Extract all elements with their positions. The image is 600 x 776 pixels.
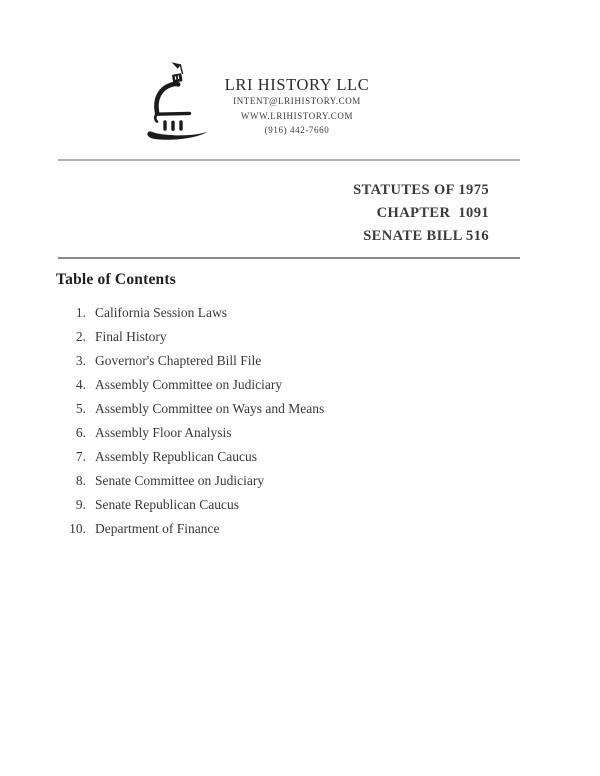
toc-item-label: Governor's Chaptered Bill File [95, 353, 262, 368]
company-phone: (916) 442-7660 [264, 125, 330, 135]
toc-item-number: 3. [75, 353, 86, 368]
company-email: INTENT@LRIHISTORY.COM [233, 96, 361, 106]
bill-reference [353, 179, 489, 248]
toc-item [56, 493, 324, 517]
company-name: LRI HISTORY LLC [224, 75, 370, 94]
toc-item-number: 6. [75, 425, 86, 440]
toc-item [56, 445, 324, 469]
toc-list [56, 301, 324, 541]
divider-bottom [58, 257, 520, 259]
toc-item [56, 301, 324, 325]
senate-bill-line: SENATE BILL 516 [363, 228, 489, 244]
toc-item-number: 9. [75, 497, 86, 512]
toc-item-label: Senate Committee on Judiciary [95, 473, 265, 488]
toc-item [56, 469, 324, 493]
toc-item [56, 517, 324, 541]
chapter-line: CHAPTER 1091 [376, 205, 489, 221]
toc-item-label: California Session Laws [95, 305, 227, 320]
toc-item [56, 349, 324, 373]
toc-item-number: 10. [69, 521, 86, 536]
toc-item-label: Assembly Committee on Judiciary [95, 377, 283, 392]
toc-item-label: Assembly Committee on Ways and Means [95, 401, 325, 416]
toc-item-number: 7. [75, 449, 86, 464]
toc-item-number: 4. [75, 377, 86, 392]
toc-title: Table of Contents [56, 271, 176, 288]
toc-item [56, 325, 324, 349]
toc-item-label: Department of Finance [95, 521, 220, 536]
letterhead [212, 75, 382, 138]
toc-item-number: 5. [75, 401, 86, 416]
toc-item [56, 397, 324, 421]
toc-item-label: Final History [95, 329, 167, 344]
toc-item-label: Senate Republican Caucus [95, 497, 239, 512]
capitol-dome-icon [144, 61, 220, 142]
toc-item-number: 2. [75, 329, 86, 344]
toc-item-number: 8. [75, 473, 86, 488]
toc-item-number: 1. [75, 305, 86, 320]
toc-item [56, 421, 324, 445]
toc-item-label: Assembly Floor Analysis [95, 425, 232, 440]
divider-top [58, 159, 520, 161]
toc-item [56, 373, 324, 397]
toc-item-label: Assembly Republican Caucus [95, 449, 257, 464]
company-website: WWW.LRIHISTORY.COM [240, 110, 354, 121]
statutes-line: STATUTES OF 1975 [353, 182, 489, 198]
